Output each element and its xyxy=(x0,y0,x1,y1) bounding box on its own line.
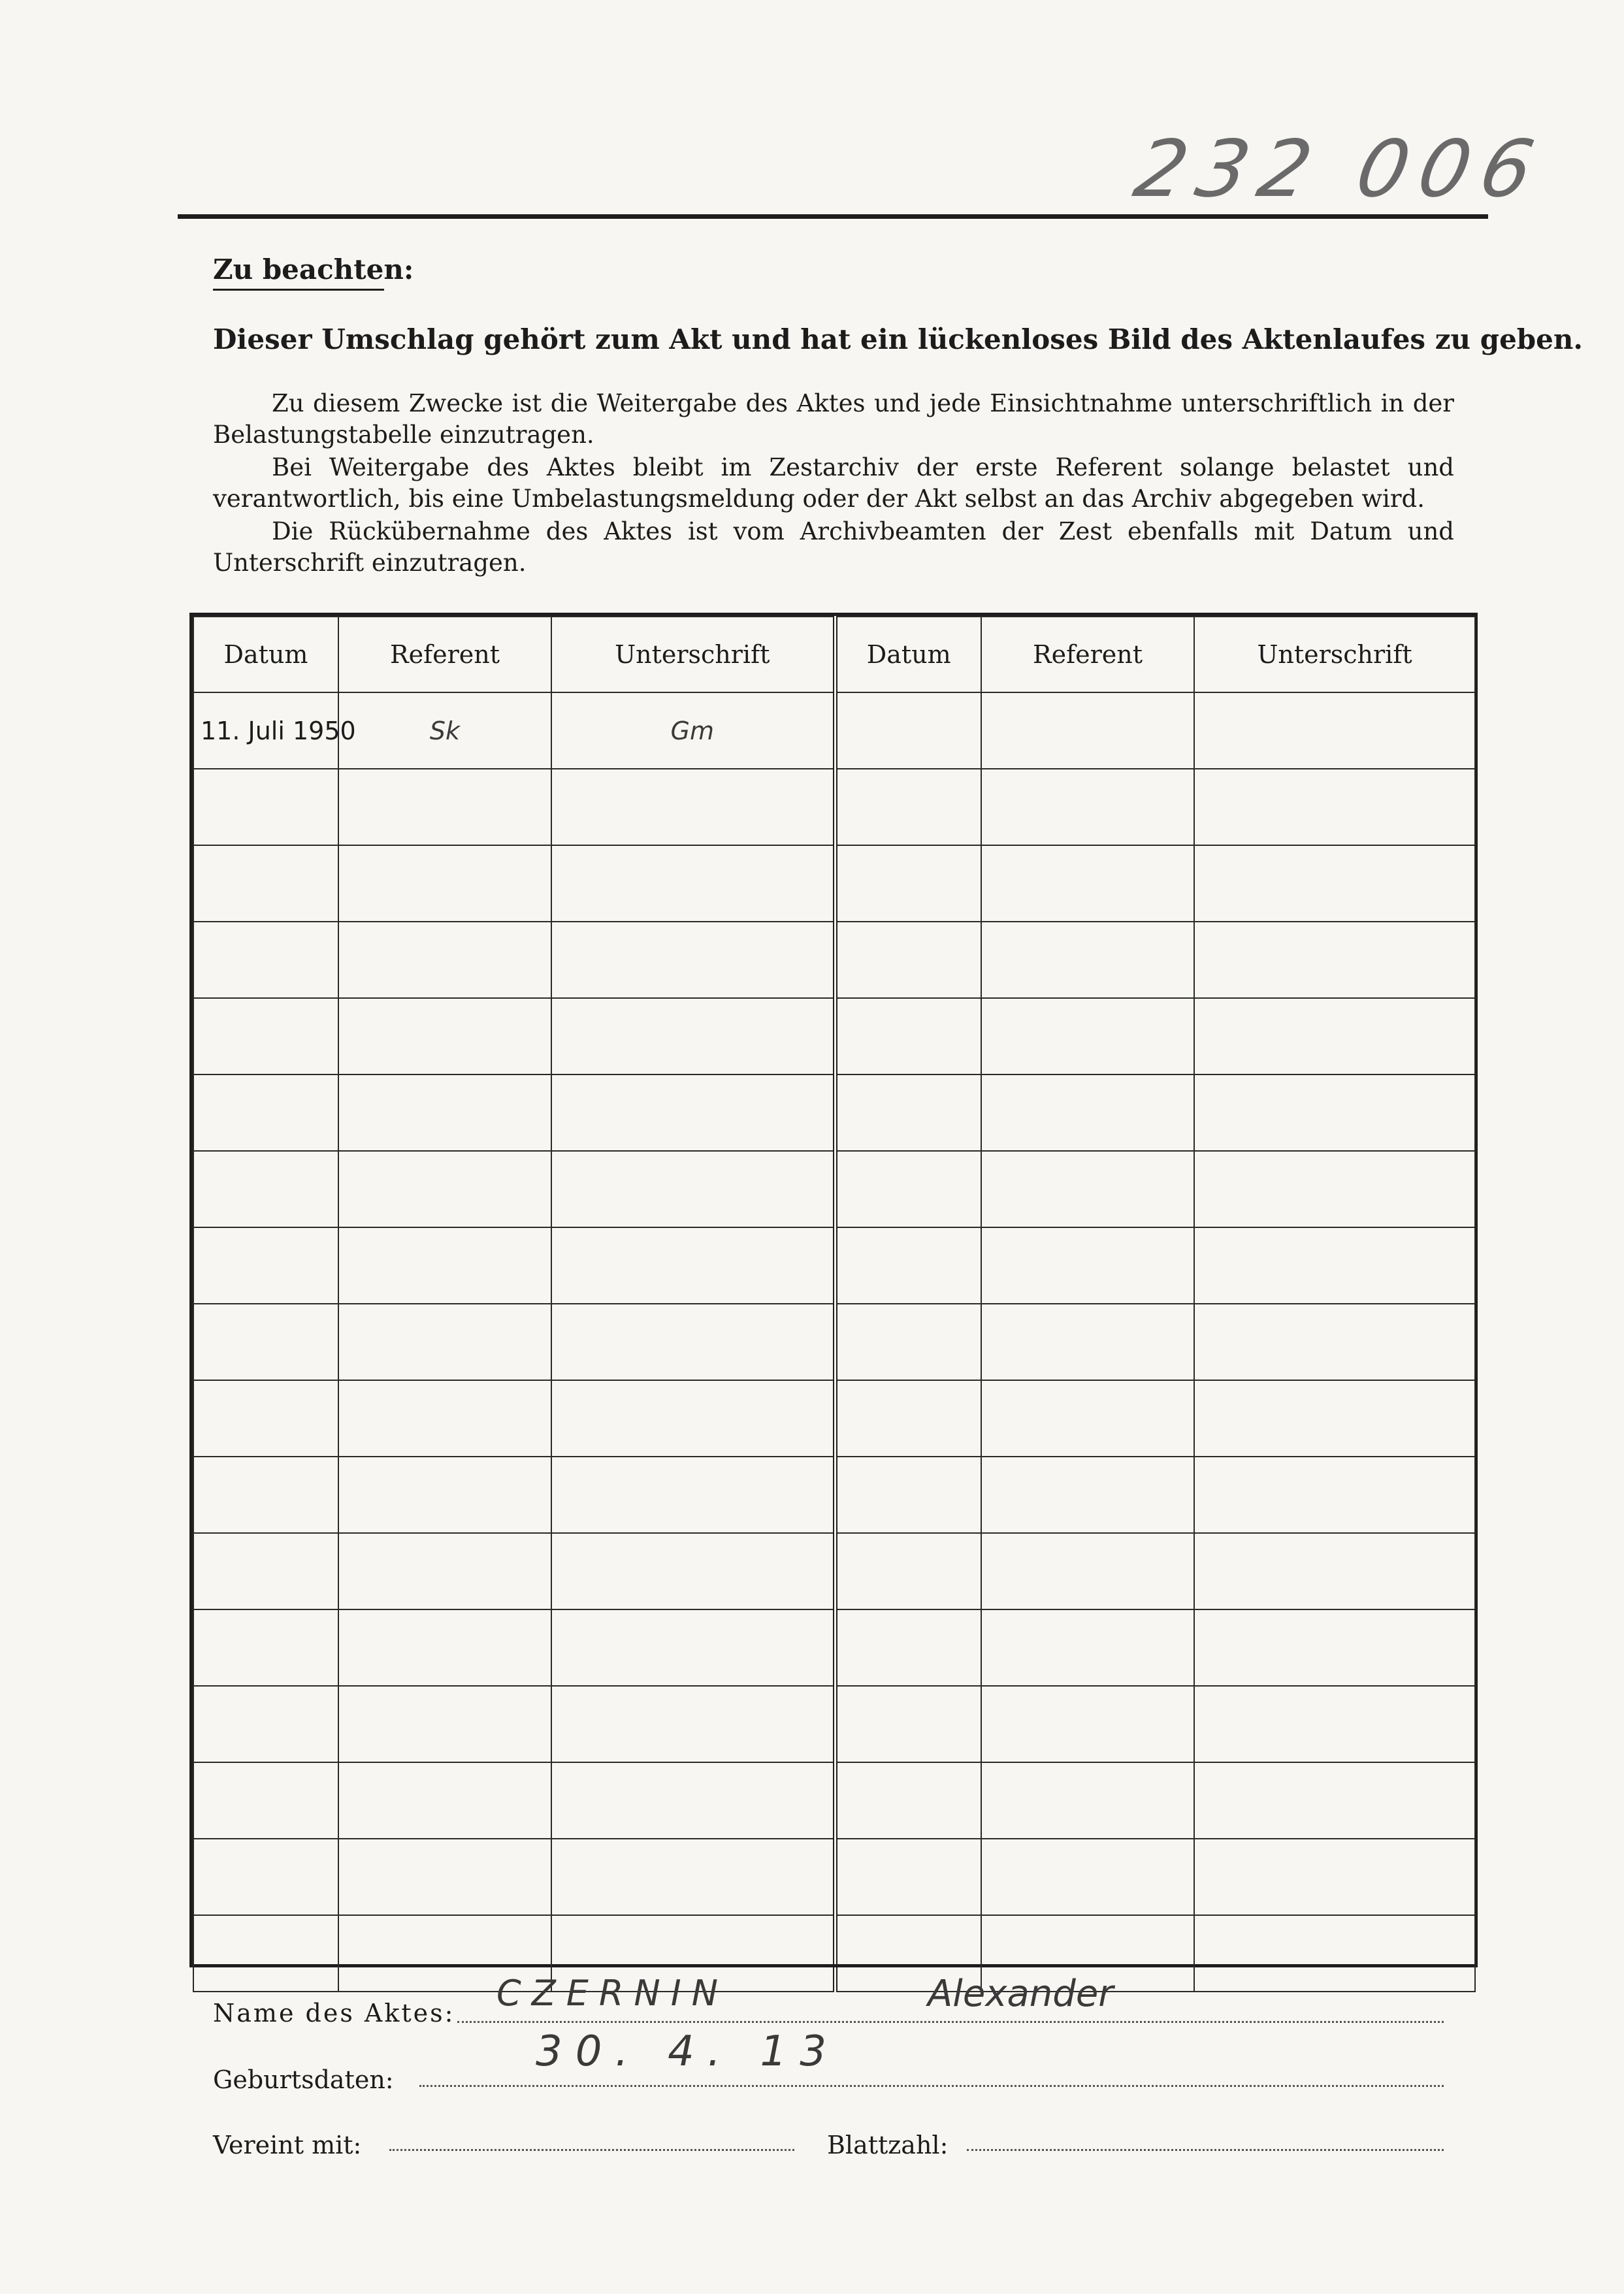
unterschrift-cell[interactable] xyxy=(551,998,835,1074)
referent-cell-right[interactable] xyxy=(981,1380,1194,1457)
notice-heading: Zu beachten: xyxy=(213,253,414,285)
referent-cell-right[interactable] xyxy=(981,1304,1194,1380)
unterschrift-cell-right[interactable] xyxy=(1194,922,1475,998)
unterschrift-cell-right[interactable] xyxy=(1194,1380,1475,1457)
datum-cell[interactable] xyxy=(193,1533,338,1609)
unterschrift-cell-right[interactable] xyxy=(1194,1151,1475,1227)
unterschrift-cell-right[interactable] xyxy=(1194,845,1475,922)
column-header-unterschrift: Unterschrift xyxy=(551,617,835,692)
birth-label: Geburtsdaten: xyxy=(213,2065,394,2094)
unterschrift-cell-right[interactable] xyxy=(1194,1304,1475,1380)
table-row xyxy=(193,769,1475,845)
unterschrift-cell[interactable] xyxy=(551,1227,835,1304)
column-header-unterschrift-right: Unterschrift xyxy=(1194,617,1475,692)
unterschrift-cell[interactable] xyxy=(551,1457,835,1533)
unterschrift-cell-right[interactable] xyxy=(1194,1609,1475,1686)
datum-cell-right[interactable] xyxy=(835,1457,981,1533)
datum-cell-right[interactable] xyxy=(835,692,981,769)
folio-field-line[interactable] xyxy=(967,2149,1444,2151)
referent-cell[interactable] xyxy=(338,998,551,1074)
referent-cell[interactable] xyxy=(338,1609,551,1686)
column-header-datum: Datum xyxy=(193,617,338,692)
referent-cell[interactable] xyxy=(338,1151,551,1227)
referent-cell[interactable] xyxy=(338,1227,551,1304)
datum-cell-right[interactable] xyxy=(835,1227,981,1304)
unterschrift-cell-right[interactable] xyxy=(1194,1686,1475,1762)
datum-cell-right[interactable] xyxy=(835,998,981,1074)
datum-cell-right[interactable] xyxy=(835,922,981,998)
instruction-paragraph-3: Die Rückübernahme des Aktes ist vom Archivbeamten der Zest ebenfalls mit Datum und Unterschrift einzutragen. xyxy=(213,517,1454,577)
unterschrift-cell[interactable] xyxy=(551,1609,835,1686)
table-row xyxy=(193,692,1475,769)
referent-cell-right[interactable] xyxy=(981,1609,1194,1686)
referent-cell-right[interactable] xyxy=(981,1762,1194,1839)
file-number-handwritten: 232 006 xyxy=(1127,124,1553,215)
referent-cell[interactable]: Sk xyxy=(338,692,551,769)
column-header-referent: Referent xyxy=(338,617,551,692)
unterschrift-cell-right[interactable] xyxy=(1194,998,1475,1074)
unterschrift-cell[interactable] xyxy=(551,1151,835,1227)
referent-cell[interactable] xyxy=(338,1304,551,1380)
datum-cell-right[interactable] xyxy=(835,1686,981,1762)
datum-cell[interactable] xyxy=(193,1915,338,1992)
unterschrift-cell[interactable] xyxy=(551,1380,835,1457)
unterschrift-cell[interactable] xyxy=(551,922,835,998)
unterschrift-cell-right[interactable] xyxy=(1194,1762,1475,1839)
datum-cell[interactable] xyxy=(193,1609,338,1686)
referent-cell-right[interactable] xyxy=(981,1457,1194,1533)
referent-cell-right[interactable] xyxy=(981,845,1194,922)
datum-cell-right[interactable] xyxy=(835,1533,981,1609)
table-row xyxy=(193,1304,1475,1380)
name-field-line[interactable] xyxy=(457,2021,1444,2023)
unterschrift-cell-right[interactable] xyxy=(1194,1227,1475,1304)
referent-cell[interactable] xyxy=(338,1762,551,1839)
unterschrift-cell[interactable] xyxy=(551,769,835,845)
referent-cell[interactable] xyxy=(338,922,551,998)
datum-cell[interactable] xyxy=(193,769,338,845)
referent-cell-right[interactable] xyxy=(981,1227,1194,1304)
datum-cell[interactable] xyxy=(193,1762,338,1839)
birth-value-handwritten: 30. 4. 13 xyxy=(536,2027,839,2076)
referent-cell[interactable] xyxy=(338,769,551,845)
datum-cell[interactable] xyxy=(193,1380,338,1457)
referent-cell-right[interactable] xyxy=(981,1074,1194,1151)
datum-cell[interactable] xyxy=(193,1151,338,1227)
datum-cell-right[interactable] xyxy=(835,1380,981,1457)
datum-cell-right[interactable] xyxy=(835,845,981,922)
birth-field-line[interactable] xyxy=(419,2085,1444,2087)
ledger-table xyxy=(189,613,1478,1967)
datum-cell-right[interactable] xyxy=(835,1609,981,1686)
datum-cell[interactable] xyxy=(193,1074,338,1151)
instruction-paragraph-2: Bei Weitergabe des Aktes bleibt im Zestarchiv der erste Referent solange belastet und verantwortlich, bis eine Umbelastungsmeldung oder der Akt selbst an das Archiv abgegeben wird. xyxy=(213,453,1454,513)
unterschrift-cell-right[interactable] xyxy=(1194,1074,1475,1151)
datum-cell[interactable] xyxy=(193,1304,338,1380)
unterschrift-cell-right[interactable] xyxy=(1194,1533,1475,1609)
unterschrift-cell[interactable] xyxy=(551,1686,835,1762)
referent-cell-right[interactable] xyxy=(981,769,1194,845)
unterschrift-cell-right[interactable] xyxy=(1194,1915,1475,1992)
table-row xyxy=(193,1380,1475,1457)
referent-cell[interactable] xyxy=(338,1533,551,1609)
table-row xyxy=(193,1915,1475,1992)
unterschrift-cell[interactable] xyxy=(551,1839,835,1915)
unterschrift-cell[interactable] xyxy=(551,1762,835,1839)
table-row xyxy=(193,845,1475,922)
column-header-datum-right: Datum xyxy=(835,617,981,692)
notice-main-sentence: Dieser Umschlag gehört zum Akt und hat ein lückenloses Bild des Aktenlaufes zu geben. xyxy=(213,323,1583,355)
table-row xyxy=(193,1227,1475,1304)
datum-cell[interactable]: 11. Juli 1950 xyxy=(193,692,338,769)
column-header-referent-right: Referent xyxy=(981,617,1194,692)
table-row xyxy=(193,1533,1475,1609)
table-row xyxy=(193,1151,1475,1227)
referent-cell-right[interactable] xyxy=(981,1839,1194,1915)
table-row xyxy=(193,1762,1475,1839)
top-rule xyxy=(178,214,1488,219)
table-row xyxy=(193,1609,1475,1686)
unterschrift-cell-right[interactable] xyxy=(1194,1457,1475,1533)
unterschrift-cell-right[interactable] xyxy=(1194,769,1475,845)
referent-cell-right[interactable] xyxy=(981,922,1194,998)
referent-cell-right[interactable] xyxy=(981,692,1194,769)
referent-cell-right[interactable] xyxy=(981,1533,1194,1609)
datum-cell[interactable] xyxy=(193,1457,338,1533)
folio-label: Blattzahl: xyxy=(827,2131,949,2159)
datum-cell[interactable] xyxy=(193,845,338,922)
referent-cell[interactable] xyxy=(338,1686,551,1762)
datum-cell[interactable] xyxy=(193,922,338,998)
datum-cell[interactable] xyxy=(193,1686,338,1762)
referent-cell[interactable] xyxy=(338,1457,551,1533)
referent-cell[interactable] xyxy=(338,1074,551,1151)
table-row xyxy=(193,998,1475,1074)
table-row xyxy=(193,1686,1475,1762)
unterschrift-cell[interactable] xyxy=(551,845,835,922)
datum-cell-right[interactable] xyxy=(835,1151,981,1227)
datum-cell[interactable] xyxy=(193,998,338,1074)
name-first-handwritten: Alexander xyxy=(928,1973,1114,2015)
referent-cell-right[interactable] xyxy=(981,1151,1194,1227)
table-row xyxy=(193,1839,1475,1915)
joined-label: Vereint mit: xyxy=(213,2131,362,2159)
unterschrift-cell[interactable] xyxy=(551,1533,835,1609)
notice-heading-underline xyxy=(213,289,384,291)
referent-cell[interactable] xyxy=(338,1839,551,1915)
unterschrift-cell[interactable] xyxy=(551,1304,835,1380)
joined-field-line[interactable] xyxy=(389,2149,794,2151)
unterschrift-cell-right[interactable] xyxy=(1194,1839,1475,1915)
datum-cell-right[interactable] xyxy=(835,1762,981,1839)
ledger-header-row xyxy=(193,617,1475,692)
unterschrift-cell-right[interactable] xyxy=(1194,692,1475,769)
datum-cell-right[interactable] xyxy=(835,1304,981,1380)
unterschrift-cell[interactable] xyxy=(551,1074,835,1151)
instruction-paragraph-1: Zu diesem Zwecke ist die Weitergabe des Aktes und jede Einsichtnahme unterschriftlich in der Belastungstabelle einzutragen. xyxy=(213,389,1454,449)
name-label: Name des Aktes: xyxy=(213,1999,455,2027)
referent-cell-right[interactable] xyxy=(981,998,1194,1074)
table-row xyxy=(193,1457,1475,1533)
datum-cell-right[interactable] xyxy=(835,1074,981,1151)
table-row xyxy=(193,922,1475,998)
referent-cell-right[interactable] xyxy=(981,1686,1194,1762)
referent-cell[interactable] xyxy=(338,845,551,922)
name-surname-handwritten: CZERNIN xyxy=(496,1973,729,2014)
table-row xyxy=(193,1074,1475,1151)
referent-cell[interactable] xyxy=(338,1380,551,1457)
datum-cell[interactable] xyxy=(193,1227,338,1304)
datum-cell-right[interactable] xyxy=(835,1839,981,1915)
unterschrift-cell[interactable]: Gm xyxy=(551,692,835,769)
datum-cell[interactable] xyxy=(193,1839,338,1915)
datum-cell-right[interactable] xyxy=(835,769,981,845)
